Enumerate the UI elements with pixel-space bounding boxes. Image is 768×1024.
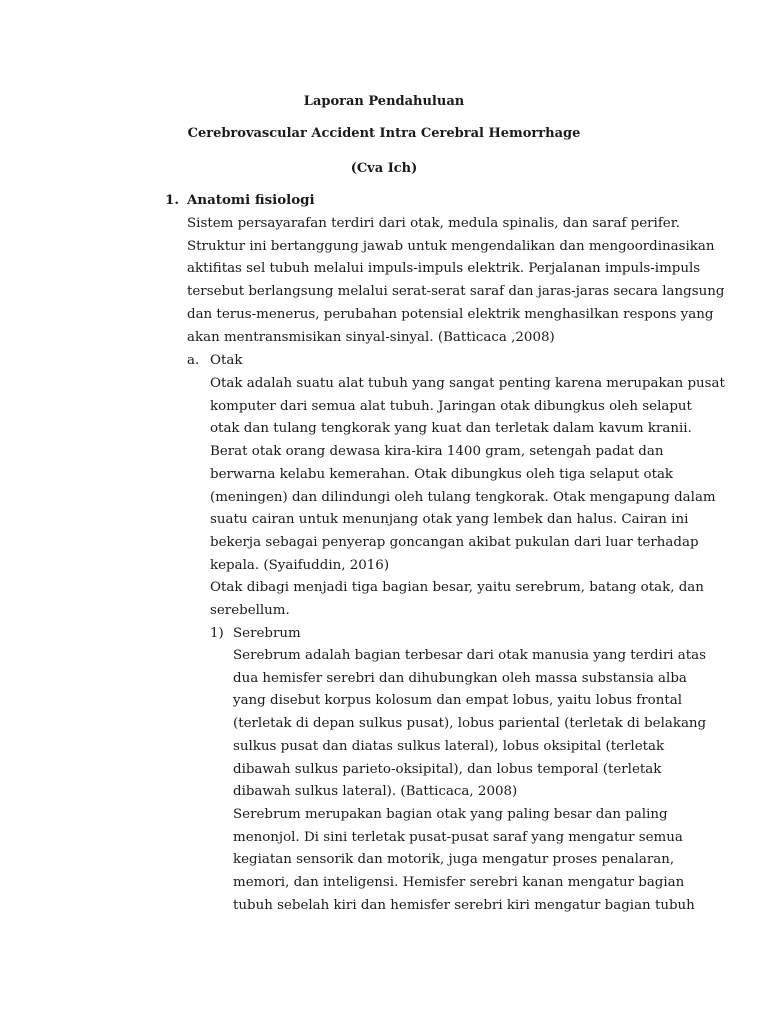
text-line: otak dan tulang tengkorak yang kuat dan terletak dalam kavum kranii. (210, 421, 692, 437)
text-line: memori, dan inteligensi. Hemisfer serebri kanan mengatur bagian (233, 875, 685, 891)
document-subtitle: Cerebrovascular Accident Intra Cerebral Hemorrhage (187, 126, 581, 141)
text-line: dibawah sulkus lateral). (Batticaca, 2008) (233, 784, 518, 800)
text-line: aktifitas sel tubuh melalui impuls-impuls elektrik. Perjalanan impuls-impuls (187, 261, 701, 277)
text-line: dua hemisfer serebri dan dihubungkan oleh massa substansia alba (233, 670, 687, 686)
text-line: tubuh sebelah kiri dan hemisfer serebri kiri mengatur bagian tubuh (233, 897, 695, 913)
text-line: berwarna kelabu kemerahan. Otak dibungkus oleh tiga selaput otak (210, 466, 674, 482)
text-line: akan mentransmisikan sinyal-sinyal. (Batticaca ,2008) (187, 329, 555, 345)
subsection-label-serebrum: Serebrum (233, 626, 301, 641)
text-line: serebellum. (210, 602, 290, 618)
subsection-label-otak: Otak (210, 353, 243, 368)
text-line: (meningen) dan dilindungi oleh tulang tengkorak. Otak mengapung dalam (210, 489, 716, 505)
text-line: komputer dari semua alat tubuh. Jaringan otak dibungkus oleh selaput (210, 398, 692, 414)
text-line: Berat otak orang dewasa kira-kira 1400 gram, setengah padat dan (210, 444, 664, 460)
text-line: tersebut berlangsung melalui serat-serat saraf dan jaras-jaras secara langsung (187, 284, 725, 300)
document-abbreviation: (Cva Ich) (350, 161, 418, 176)
text-line: (terletak di depan sulkus pusat), lobus pariental (terletak di belakang (233, 716, 707, 732)
text-line: kepala. (Syaifuddin, 2016) (210, 557, 390, 573)
text-line: sulkus pusat dan diatas sulkus lateral), lobus oksipital (terletak (233, 738, 665, 754)
text-line: dan terus-menerus, perubahan potensial elektrik menghasilkan respons yang (187, 306, 714, 322)
text-line: Struktur ini bertanggung jawab untuk mengendalikan dan mengoordinasikan (187, 238, 715, 254)
text-line: dibawah sulkus parieto-oksipital), dan lobus temporal (terletak (233, 761, 662, 777)
text-line: Otak dibagi menjadi tiga bagian besar, yaitu serebrum, batang otak, dan (210, 580, 704, 595)
text-line: menonjol. Di sini terletak pusat-pusat saraf yang mengatur semua (233, 829, 683, 845)
list-marker-a: a. (187, 353, 200, 368)
text-line: bekerja sebagai penyerap goncangan akibat pukulan dari luar terhadap (210, 534, 699, 550)
section-number: 1. (165, 192, 179, 208)
section-heading: Anatomi fisiologi (187, 192, 315, 208)
text-line: Serebrum adalah bagian terbesar dari otak manusia yang terdiri atas (233, 648, 706, 663)
text-line: kegiatan sensorik dan motorik, juga mengatur proses penalaran, (233, 852, 675, 868)
text-line: Sistem persayarafan terdiri dari otak, medula spinalis, dan saraf perifer. (187, 216, 680, 231)
text-line: yang disebut korpus kolosum dan empat lobus, yaitu lobus frontal (233, 693, 682, 709)
list-marker-1: 1) (210, 626, 224, 641)
text-line: suatu cairan untuk menunjang otak yang lembek dan halus. Cairan ini (210, 512, 689, 528)
text-line: Otak adalah suatu alat tubuh yang sangat penting karena merupakan pusat (210, 376, 725, 391)
document-title: Laporan Pendahuluan (303, 94, 465, 109)
text-line: Serebrum merupakan bagian otak yang paling besar dan paling (233, 807, 668, 822)
